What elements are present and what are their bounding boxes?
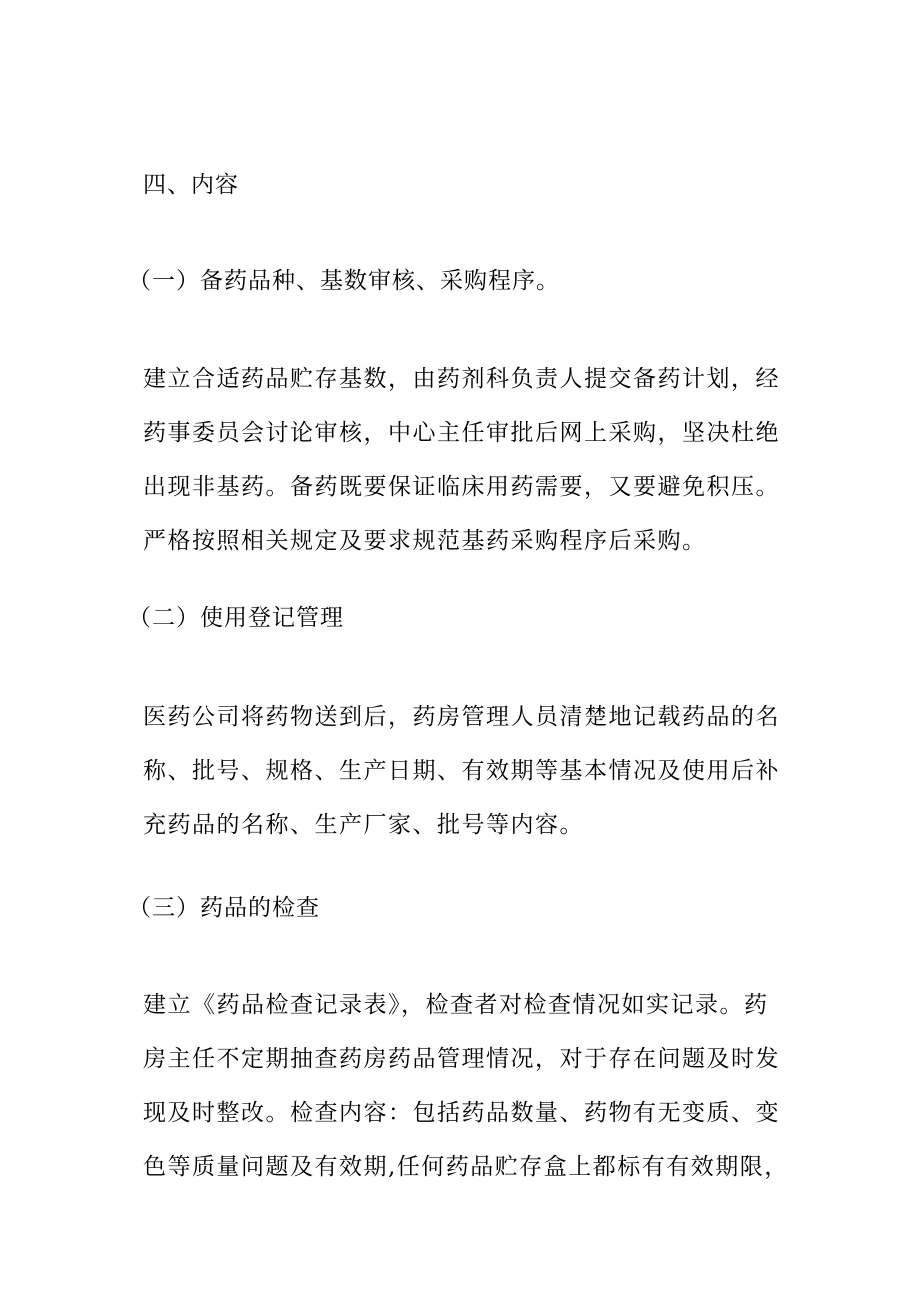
paragraph-1 bbox=[143, 352, 803, 568]
section-title: 四、内容 bbox=[143, 172, 239, 198]
paragraph-line: 药事委员会讨论审核，中心主任审批后网上采购，坚决杜绝 bbox=[143, 420, 780, 446]
subsection-heading-2: （二）使用登记管理 bbox=[128, 605, 344, 631]
paragraph-3 bbox=[143, 978, 803, 1194]
paragraph-line: 建立合适药品贮存基数，由药剂科负责人提交备药计划，经 bbox=[143, 366, 780, 392]
paragraph-line: 称、批号、规格、生产日期、有效期等基本情况及使用后补 bbox=[143, 758, 780, 784]
paragraph-line: 充药品的名称、生产厂家、批号等内容。 bbox=[143, 812, 584, 838]
subsection-heading-3: （三）药品的检查 bbox=[128, 895, 320, 921]
paragraph-line: 严格按照相关规定及要求规范基药采购程序后采购。 bbox=[143, 528, 707, 554]
paragraph-line: 现及时整改。检查内容：包括药品数量、药物有无变质、变 bbox=[143, 1100, 780, 1126]
paragraph-line: 房主任不定期抽查药房药品管理情况，对于存在问题及时发 bbox=[143, 1046, 780, 1072]
paragraph-line: 建立《药品检查记录表》，检查者对检查情况如实记录。药 bbox=[143, 992, 769, 1018]
paragraph-line: 医药公司将药物送到后，药房管理人员清楚地记载药品的名 bbox=[143, 704, 780, 730]
paragraph-line: 出现非基药。备药既要保证临床用药需要，又要避免积压。 bbox=[143, 474, 780, 500]
paragraph-2 bbox=[143, 690, 803, 852]
paragraph-line: 色等质量问题及有效期,任何药品贮存盒上都标有有效期限， bbox=[143, 1154, 789, 1180]
subsection-heading-1: （一）备药品种、基数审核、采购程序。 bbox=[128, 268, 560, 294]
